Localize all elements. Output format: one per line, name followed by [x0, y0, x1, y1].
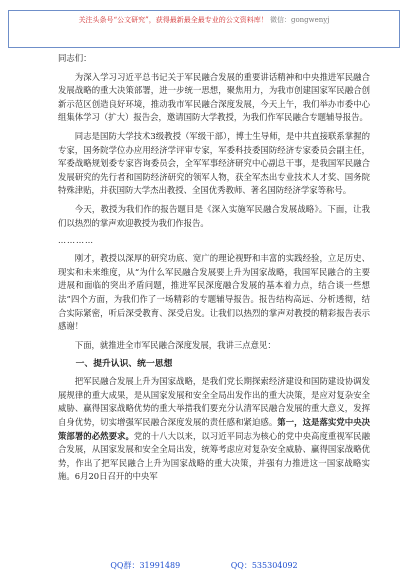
paragraph-6-rest: 党的十八大以来，以习近平同志为核心的党中央高度重视军民融合发展，从国家发展和安全全局出发，统筹考虑应对复杂安全威胁、赢得国家战略优势，作出了把军民融合上升为国家战略的重大决策，并强有力推进这一国家战略实施。6月20日召开的中央军: [58, 430, 370, 482]
header-text-wechat: 微信：gongwenyj: [269, 16, 330, 24]
paragraph-4: 刚才，教授以深厚的研究功底、宽广的理论视野和丰富的实践经验，立足历史、现实和未来维度，从“为什么军民融合发展要上升为国家战略，我国军民融合的主要进展和面临的突出矛盾问题，推进军民深度融合发展的基本着力点，结合谈一些想法”四个方面，为我们作了一场精彩的专题辅导报告。报告结构高远、分析透彻，结合实际紧密，听后深受教育、深受启发。让我们以热烈的掌声对教授的精彩报告表示感谢！: [58, 253, 370, 332]
paragraph-5: 下面，就推进全市军民融合深度发展，我讲三点意见：: [74, 339, 276, 350]
page-header-banner: [8, 10, 400, 48]
paragraph-2: 同志是国防大学技术3级教授（军级干部），博士生导师，是中共直接联系掌握的专家，国务院学位办应用经济学评审专家，军委科技委国防经济专家委员会副主任，军委战略规划委专家咨询委员会，全军军事经济研究中心副总干事，是我国军民融合发展研究的先行者和国防经济研究的领军人物，获全军杰出专业技术人才奖、国务院特殊津贴，并获国防大学杰出教授、全国优秀教师、著名国防经济学家等称号。: [58, 130, 370, 196]
document-body: [58, 52, 370, 552]
paragraph-1: 为深入学习习近平总书记关于军民融合发展的重要讲话精神和中央推进军民融合发展战略的重大决策部署，进一步统一思想，聚焦用力，为我市创建国家军民融合创新示范区创造良好环境，推动我市军民融合深度发展，今天上午，我们举办市委中心组集体学习（扩大）报告会，邀请国防大学教授，为我们作军民融合专题辅导报告。: [58, 71, 370, 123]
paragraph-6-bold-point: 第一，这是落实党中央决策部署的必然要求。: [58, 417, 370, 441]
paragraph-6: [58, 375, 370, 484]
ellipsis-separator: …………: [58, 236, 94, 246]
greeting: 同志们：: [58, 53, 92, 63]
page-footer: [0, 558, 408, 574]
paragraph-3: 今天，教授为我们作的报告题目是《深入实施军民融合发展战略》。下面，让我们以热烈的掌声欢迎教授为我们作报告。: [58, 203, 370, 228]
header-text-promo: 关注头条号“公文研究”，获得最新最全最专业的公文资料库！: [78, 16, 268, 24]
paragraph-6-intro: 把军民融合发展上升为国家战略，是我们党长期探索经济建设和国防建设协调发展规律的重大成果，是从国家发展和安全全局出发作出的重大决策，是应对复杂安全威胁、赢得国家战略优势的重大举措我们要充分认清军民融合发展的重大意义，发挥自身优势，切实增强军民融合深度发展的责任感和紧迫感。: [58, 376, 370, 428]
footer-qq-group: QQ群：31991489: [110, 561, 181, 570]
footer-qq: QQ：535304092: [230, 561, 298, 570]
section-heading-1: 一、提升认识、统一思想: [75, 359, 173, 370]
